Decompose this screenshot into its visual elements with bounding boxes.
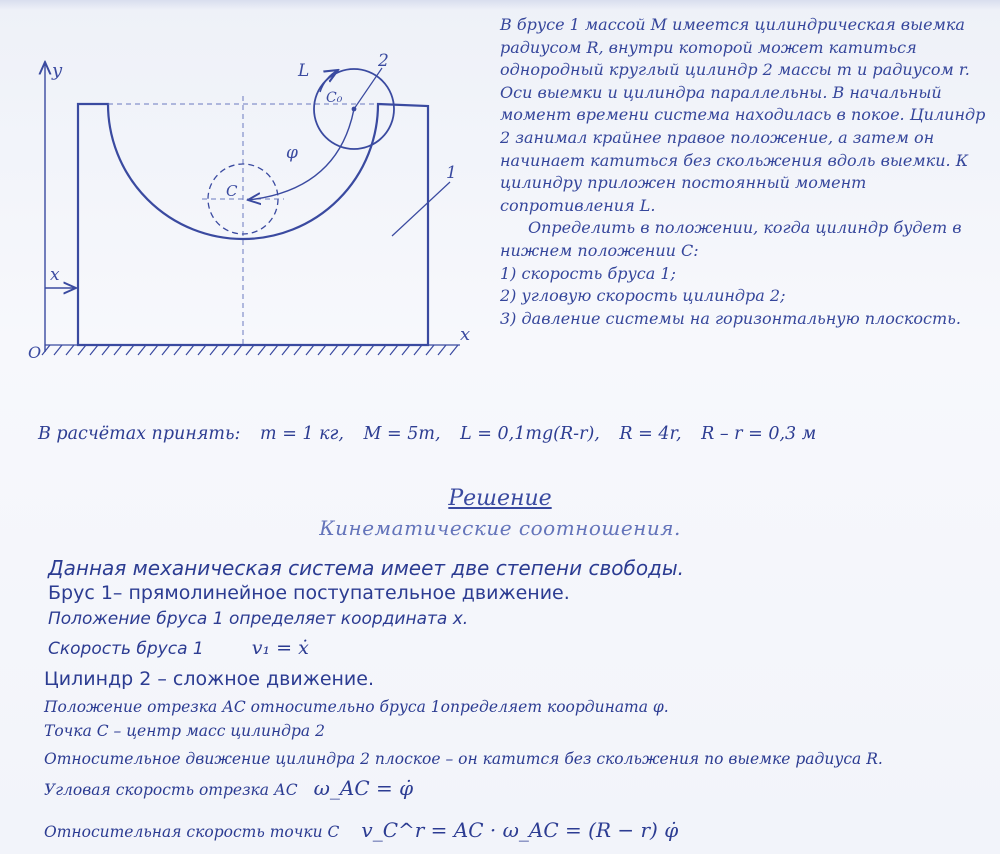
mechanism-figure: [20, 40, 500, 370]
question-item: 1) скорость бруса 1;: [500, 263, 676, 283]
solution-line: [44, 776, 413, 800]
solution-line: Точка С – центр масс цилиндра 2: [44, 722, 325, 740]
cylinder-2-leader: [354, 68, 382, 109]
x-arrow-label: x: [50, 265, 60, 285]
solution-line: Данная механическая система имеет две степени свободы.: [48, 556, 685, 580]
solution-line: [48, 637, 309, 659]
cylinder-2-number: 2: [378, 51, 389, 71]
given-parameters: [38, 424, 938, 444]
moment-L-label: L: [298, 61, 310, 81]
problem-paragraph-1: В брусе 1 массой M имеется цилиндрическая выемка радиусом R, внутри которой может катиться однородный круглый цилиндр 2 массы m и радиусом r. Оси выемки и цилиндра параллельны. В начальный момент времени система находилась в покое. Цилиндр 2 занимал крайнее правое положение, а затем он начинает катиться без скольжения вдоль выемки. К цилиндру приложен постоянный момент сопротивления L.: [500, 15, 986, 215]
solution-subtitle: Кинематические соотношения.: [319, 516, 681, 540]
block-velocity-formula: v₁ = ẋ: [251, 637, 309, 659]
solution-line: Положение отрезка АС относительно бруса 1определяет координата φ.: [44, 698, 669, 716]
solution-line: Брус 1– прямолинейное поступательное движение.: [48, 582, 570, 604]
solution-line: Относительное движение цилиндра 2 плоское – он катится без скольжения по выемке радиуса R.: [44, 750, 883, 768]
phi-arc: [248, 109, 354, 200]
ground-hatching: [42, 345, 460, 355]
solution-line: Цилиндр 2 – сложное движение.: [44, 668, 375, 690]
params-label: В расчётах принять:: [38, 424, 241, 444]
question-item: 2) угловую скорость цилиндра 2;: [500, 286, 786, 306]
x-axis-label: x: [460, 324, 471, 345]
param-value: M = 5m,: [363, 424, 441, 444]
problem-statement: [500, 14, 990, 330]
param-value: R – r = 0,3 м: [701, 424, 817, 444]
scan-edge: [0, 0, 1000, 10]
c-label: C: [226, 182, 238, 200]
origin-label: O: [28, 343, 42, 362]
c0-label: C₀: [326, 90, 343, 106]
param-value: m = 1 кг,: [260, 424, 344, 444]
block-1: [78, 104, 428, 345]
question-item: 3) давление системы на горизонтальную плоскость.: [500, 308, 961, 328]
y-axis-label: y: [52, 60, 63, 81]
solution-title: Решение: [448, 486, 552, 511]
block-velocity-label: Скорость бруса 1: [48, 639, 204, 659]
param-value: L = 0,1mg(R-r),: [460, 424, 600, 444]
solution-line: Положение бруса 1 определяет координата x.: [48, 609, 469, 629]
param-value: R = 4r,: [619, 424, 682, 444]
angular-velocity-formula: ω_AC = φ̇: [313, 776, 414, 800]
block-1-leader: [392, 182, 450, 236]
phi-label: φ: [286, 143, 298, 163]
question-list: [500, 263, 990, 331]
block-1-number: 1: [446, 163, 457, 183]
problem-paragraph-2: Определить в положении, когда цилиндр будет в нижнем положении С:: [500, 218, 962, 260]
solution-line: [44, 818, 678, 842]
angular-velocity-label: Угловая скорость отрезка АС: [44, 781, 298, 799]
relative-velocity-formula: v_C^r = AC · ω_AC = (R − r) φ̇: [361, 818, 679, 842]
relative-velocity-label: Относительная скорость точки С: [44, 823, 340, 841]
